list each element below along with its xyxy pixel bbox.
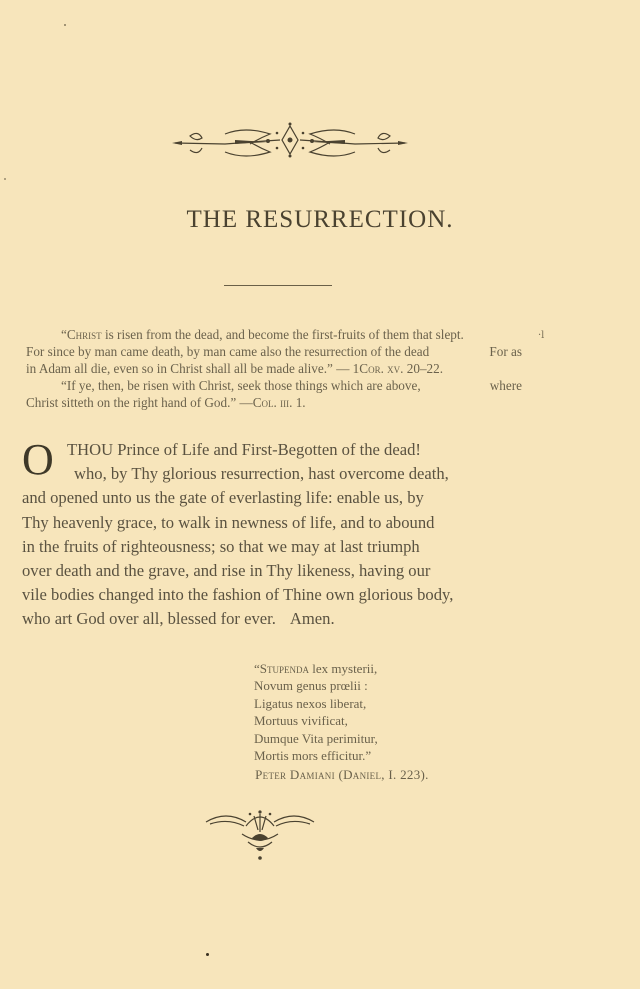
acanthus-tailpiece-ornament-icon	[202, 808, 318, 864]
scripture-reference: Col. iii. 1.	[252, 395, 306, 410]
page-title: THE RESURRECTION.	[186, 206, 454, 233]
prayer-line: in the fruits of righteousness; so that we may at last triumph	[22, 536, 420, 556]
prayer-line: Thy heavenly grace, to walk in newness of life, and to abound	[22, 512, 435, 532]
collect-prayer	[22, 435, 519, 632]
epigraph-line: “If ye, then, be risen with Christ, seek those things which are above, where	[61, 378, 522, 393]
prayer-line: who, by Thy glorious resurrection, hast overcome death,	[74, 464, 449, 484]
latin-hymn	[254, 660, 429, 784]
hymn-line: Mortuus vivificat,	[254, 713, 348, 729]
amen: Amen.	[289, 609, 335, 629]
epigraph-line: “Christ is risen from the dead, and become the first-fruits of them that slept.	[61, 327, 464, 342]
prayer-line: who art God over all, blessed for ever. Amen.	[22, 607, 519, 631]
hymn-line: “Stupenda lex mysterii,	[254, 661, 378, 676]
print-speck	[4, 178, 6, 180]
scripture-epigraph	[26, 326, 522, 411]
epigraph-line: Christ sitteth on the right hand of God.” — Col. iii. 1.	[26, 395, 306, 410]
epigraph-line: in Adam all die, even so in Christ shall all be made alive.” — 1 Cor. xv. 20–22.	[26, 361, 444, 376]
prayer-line: THOU Prince of Life and First-Begotten of the dead!	[67, 440, 421, 459]
hymn-line: Ligatus nexos liberat,	[254, 695, 367, 711]
hymn-line: Mortis mors efficitur.”	[254, 748, 372, 764]
print-speck	[64, 24, 66, 26]
prayer-line: and opened unto us the gate of everlasting life: enable us, by	[22, 488, 424, 508]
hymn-attribution: Peter Damiani (Daniel, I. 223).	[255, 767, 429, 783]
print-speck	[206, 953, 209, 956]
hymn-line: Dumque Vita perimitur,	[254, 730, 378, 746]
drop-cap: O	[22, 435, 54, 484]
hymn-line: Novum genus prœlii :	[254, 678, 368, 694]
small-caps-word: Christ	[66, 327, 102, 342]
prayer-line: vile bodies changed into the fashion of Thine own glorious body,	[22, 585, 454, 605]
title-divider	[224, 285, 332, 286]
scripture-reference: Cor. xv. 20–22.	[359, 361, 444, 376]
epigraph-line: For since by man came death, by man came also the resurrection of the dead For as	[26, 344, 522, 359]
prayer-line: over death and the grave, and rise in Thy likeness, having our	[22, 561, 431, 581]
floral-scroll-ornament-icon	[170, 120, 410, 160]
margin-mark: ·l	[538, 330, 545, 341]
